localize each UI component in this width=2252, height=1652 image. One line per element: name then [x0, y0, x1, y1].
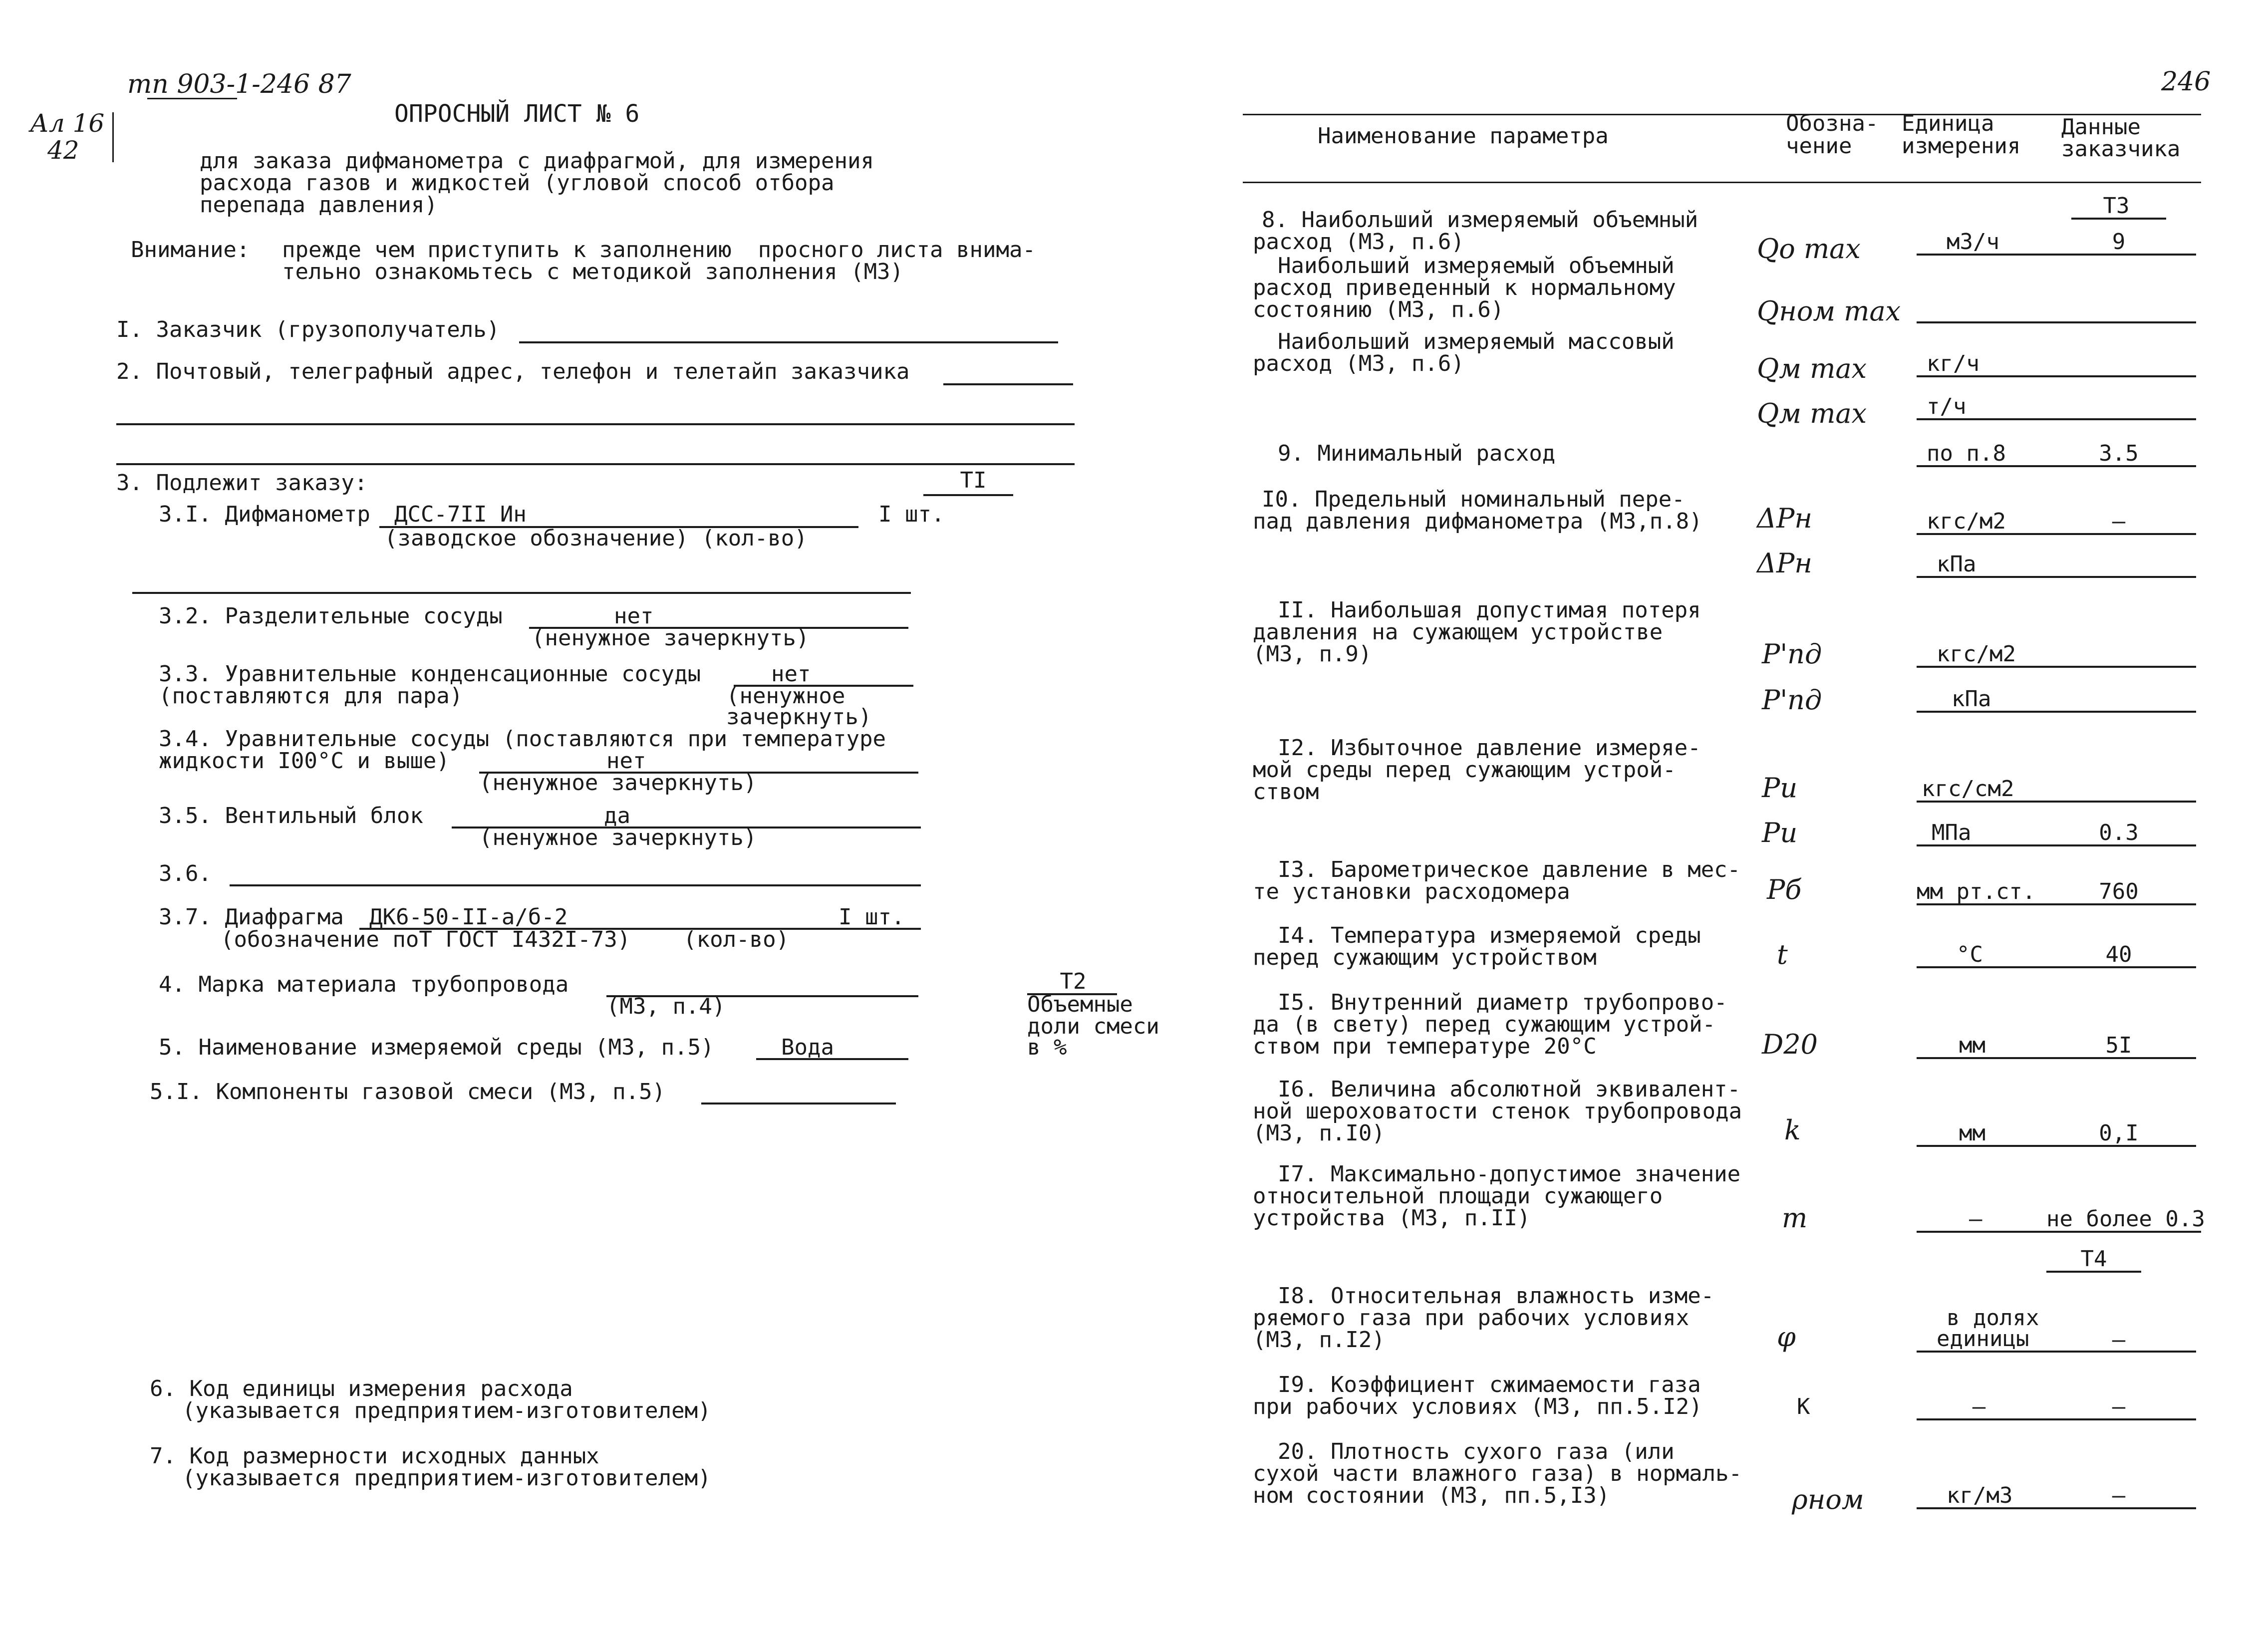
- row-18-unit-2: единицы: [1937, 1326, 2029, 1352]
- row-15-value: 5I: [2105, 1033, 2132, 1058]
- row-19-line: [1917, 1418, 2196, 1420]
- header-symbol-2: чение: [1786, 133, 1852, 159]
- row-19-symbol: K: [1797, 1394, 1810, 1419]
- row-8-unit: м3/ч: [1947, 229, 1999, 255]
- row-15-text-1: I5. Внутренний диаметр трубопрово-: [1278, 990, 1727, 1015]
- row-19-text-1: I9. Коэффициент сжимаемости газа: [1278, 1372, 1701, 1397]
- row-10-value-1: –: [2112, 509, 2126, 534]
- row-18-symbol: φ: [1777, 1321, 1796, 1353]
- row-12-line-1: [1917, 801, 2196, 803]
- page-number: 246: [2161, 67, 2211, 97]
- item-3-code: TI: [960, 468, 987, 493]
- row-17-unit: –: [1969, 1206, 1982, 1232]
- row-8c-line-1: [1917, 375, 2196, 377]
- t4-underline: [2046, 1271, 2141, 1273]
- row-18-text-1: I8. Относительная влажность изме-: [1278, 1283, 1714, 1309]
- archive-mark-2: 42: [47, 136, 79, 165]
- row-20-text-1: 20. Плотность сухого газа (или: [1278, 1439, 1675, 1464]
- row-17-symbol: m: [1782, 1202, 1808, 1234]
- row-12-symbol-2: Pи: [1762, 817, 1798, 848]
- row-13-line: [1917, 903, 2196, 905]
- row-16-value: 0,I: [2099, 1120, 2139, 1146]
- row-18-unit-1: в долях: [1947, 1305, 2039, 1331]
- row-18-text-3: (М3, п.I2): [1253, 1327, 1385, 1353]
- item-5-value: Вода: [781, 1035, 834, 1060]
- row-16-text-3: (М3, п.I0): [1253, 1120, 1385, 1146]
- row-20-symbol: ρном: [1792, 1484, 1864, 1515]
- row-15-text-2: да (в свету) перед сужающим устрой-: [1253, 1012, 1716, 1037]
- row-19-value: –: [2112, 1394, 2126, 1419]
- item-33-hint-2: зачеркнуть): [726, 704, 872, 730]
- margin-line: [112, 112, 114, 162]
- item-35-hint: (ненужное зачеркнуть): [479, 825, 757, 850]
- row-15-text-3: ством при температуре 20°С: [1253, 1034, 1597, 1059]
- item-33-hint-1: (ненужное: [726, 683, 845, 709]
- row-13-text-2: те установки расходомера: [1253, 879, 1570, 904]
- item-37-label: 3.7. Диафрагма: [159, 904, 344, 930]
- item-34-hint: (ненужное зачеркнуть): [479, 770, 757, 796]
- row-12-unit-2: МПа: [1932, 820, 1971, 845]
- row-20-unit: кг/м3: [1947, 1483, 2013, 1508]
- row-8c-text-2: расход (М3, п.6): [1253, 351, 1464, 376]
- item-6-line-2: (указывается предприятием-изготовителем): [182, 1398, 711, 1423]
- row-13-symbol: Pб: [1767, 874, 1802, 905]
- item-51-line: [701, 1102, 896, 1104]
- item-37-value: ДК6-50-II-а/б-2: [369, 904, 568, 930]
- item-4-hint: (М3, п.4): [606, 994, 726, 1019]
- row-8-symbol: Qо max: [1757, 233, 1861, 265]
- archive-mark: Ал 16: [30, 109, 105, 138]
- table-top-rule: [1243, 114, 2201, 115]
- row-11-unit-1: кгс/м2: [1937, 641, 2016, 667]
- row-15-unit: мм: [1959, 1033, 1985, 1058]
- row-8-text-2: расход (М3, п.6): [1253, 229, 1464, 255]
- item-33-line-2: (поставляются для пара): [159, 683, 463, 709]
- row-20-value: –: [2112, 1483, 2126, 1508]
- header-data-1: Данные: [2061, 114, 2141, 140]
- item-32-value: нет: [614, 603, 654, 629]
- header-name: Наименование параметра: [1318, 123, 1609, 149]
- row-17-text-1: I7. Максимально-допустимое значение: [1278, 1161, 1741, 1187]
- t3-underline: [2071, 218, 2166, 220]
- row-15-symbol: D20: [1762, 1029, 1818, 1060]
- row-12-text-3: ством: [1253, 779, 1319, 805]
- row-20-text-2: сухой части влажного газа) в нормаль-: [1253, 1461, 1742, 1486]
- row-8c-unit-1: кг/ч: [1927, 351, 1979, 376]
- row-16-unit: мм: [1959, 1120, 1985, 1146]
- item-35-value: да: [604, 803, 630, 828]
- row-8c-line-2: [1917, 418, 2196, 420]
- row-10-symbol-1: ΔPн: [1757, 503, 1812, 534]
- row-10-text-1: I0. Предельный номинальный пере-: [1262, 487, 1685, 512]
- row-17-text-2: относительной площади сужающего: [1253, 1183, 1663, 1209]
- row-8c-unit-2: т/ч: [1927, 394, 1967, 419]
- item-36-line: [230, 884, 921, 886]
- row-16-symbol: k: [1784, 1114, 1801, 1146]
- header-unit-1: Единица: [1902, 111, 1994, 136]
- row-8b-line: [1917, 321, 2196, 323]
- row-12-text-1: I2. Избыточное давление измеряе-: [1278, 735, 1701, 761]
- row-18-value: –: [2112, 1327, 2126, 1353]
- item-7-line-1: 7. Код размерности исходных данных: [150, 1443, 599, 1469]
- item-6-line-1: 6. Код единицы измерения расхода: [150, 1376, 573, 1401]
- row-10-unit-1: кгс/м2: [1927, 509, 2006, 534]
- row-8b-text-2: расход приведенный к нормальному: [1253, 275, 1676, 300]
- row-11-symbol-2: P'пд: [1762, 684, 1822, 716]
- item-51-gas-components: 5.I. Компоненты газовой смеси (М3, п.5): [150, 1079, 666, 1104]
- row-19-unit: –: [1972, 1394, 1986, 1419]
- item-31-label: 3.I. Дифманометр: [159, 502, 370, 527]
- row-8c-text-1: Наибольший измеряемый массовый: [1278, 329, 1675, 354]
- row-11-line-2: [1917, 711, 2196, 713]
- row-11-text-3: (М3, п.9): [1253, 641, 1372, 667]
- document-code: тп 903-1-246 87: [127, 69, 351, 99]
- row-20-text-3: ном состоянии (М3, пп.5,I3): [1253, 1483, 1610, 1508]
- item-2-line-2: [116, 423, 1075, 425]
- row-10-unit-2: кПа: [1937, 551, 1976, 577]
- subtitle-line-1: для заказа дифманометра с диафрагмой, для измерения: [200, 148, 874, 174]
- t2-line-2: доли смеси: [1027, 1014, 1159, 1039]
- t2-code: T2: [1060, 969, 1087, 994]
- row-13-unit: мм рт.ст.: [1917, 879, 2036, 904]
- row-12-unit-1: кгс/см2: [1922, 776, 2014, 802]
- code-underline: [147, 98, 237, 99]
- row-10-text-2: пад давления дифманометра (М3,п.8): [1253, 509, 1702, 534]
- item-2-address: 2. Почтовый, телеграфный адрес, телефон и телетайп заказчика: [116, 359, 910, 384]
- item-34-value: нет: [606, 748, 646, 774]
- row-14-text-1: I4. Температура измеряемой среды: [1278, 923, 1701, 948]
- item-37-hint: (обозначение поТ ГОСТ I432I-73) (кол-во): [221, 927, 790, 952]
- header-unit-2: измерения: [1902, 133, 2021, 159]
- item-32-label: 3.2. Разделительные сосуды: [159, 603, 503, 629]
- item-37-qty: I шт.: [839, 904, 905, 930]
- row-9-text: 9. Минимальный расход: [1278, 441, 1556, 466]
- item-31-extra-line: [132, 592, 911, 594]
- row-11-text-1: II. Наибольшая допустимая потеря: [1278, 597, 1701, 623]
- row-18-line: [1917, 1351, 2196, 1353]
- item-31-qty: I шт.: [878, 502, 945, 527]
- item-32-hint: (ненужное зачеркнуть): [532, 625, 810, 651]
- page-title: ОПРОСНЫЙ ЛИСТ № 6: [394, 100, 640, 128]
- row-9-value: 3.5: [2099, 441, 2139, 466]
- row-19-text-2: при рабочих условиях (М3, пп.5.I2): [1253, 1394, 1702, 1419]
- row-17-value: не более 0.3: [2046, 1206, 2205, 1232]
- item-31-value: ДСС-7II Ин: [394, 502, 527, 527]
- row-11-unit-2: кПа: [1952, 686, 1991, 712]
- header-data-2: заказчика: [2061, 136, 2181, 162]
- item-3-code-line: [923, 494, 1013, 496]
- table-header-rule: [1243, 182, 2201, 183]
- row-10-line-2: [1917, 576, 2196, 578]
- row-14-unit: °С: [1957, 942, 1983, 967]
- item-1-customer: I. Заказчик (грузополучатель): [116, 317, 500, 342]
- row-14-value: 40: [2105, 942, 2132, 967]
- row-11-text-2: давления на сужающем устройстве: [1253, 619, 1663, 645]
- subtitle-line-3: перепада давления): [200, 192, 438, 218]
- row-12-text-2: мой среды перед сужающим устрой-: [1253, 757, 1676, 783]
- row-8c-symbol-1: Qм max: [1757, 353, 1867, 384]
- row-14-text-2: перед сужающим устройством: [1253, 945, 1597, 970]
- item-5-line: [756, 1058, 908, 1060]
- item-4-material: 4. Марка материала трубопровода: [159, 972, 569, 997]
- t3-code: T3: [2103, 193, 2130, 219]
- row-17-line: [1917, 1231, 2201, 1233]
- row-12-symbol-1: Pи: [1762, 772, 1798, 804]
- item-34-line-2: жидкости I00°С и выше): [159, 748, 450, 774]
- row-12-line-2: [1917, 844, 2196, 846]
- row-8-value: 9: [2112, 229, 2126, 255]
- row-8b-text-1: Наибольший измеряемый объемный: [1278, 253, 1675, 278]
- row-8b-symbol: Qном max: [1757, 295, 1901, 327]
- row-9-unit: по п.8: [1927, 441, 2006, 466]
- row-16-text-2: ной шероховатости стенок трубопровода: [1253, 1099, 1742, 1124]
- row-10-line-1: [1917, 533, 2196, 535]
- item-7-line-2: (указывается предприятием-изготовителем): [182, 1465, 711, 1491]
- row-16-text-1: I6. Величина абсолютной эквивалент-: [1278, 1077, 1741, 1102]
- row-8b-text-3: состоянию (М3, п.6): [1253, 297, 1504, 322]
- row-10-symbol-2: ΔPн: [1757, 548, 1812, 579]
- attention-line-1: прежде чем приступить к заполнению просного листа внима-: [282, 237, 1036, 263]
- item-36-label: 3.6.: [159, 861, 212, 886]
- row-13-text-1: I3. Барометрическое давление в мес-: [1278, 857, 1741, 882]
- row-16-line: [1917, 1145, 2196, 1147]
- row-8-text-1: 8. Наибольший измеряемый объемный: [1262, 207, 1698, 233]
- attention-line-2: тельно ознакомьтесь с методикой заполнения (М3): [282, 259, 904, 284]
- subtitle-line-2: расхода газов и жидкостей (угловой способ отбора: [200, 170, 835, 196]
- item-2-line: [943, 383, 1073, 385]
- row-20-line: [1917, 1507, 2196, 1509]
- t2-line-3: в %: [1027, 1035, 1067, 1060]
- row-18-text-2: ряемого газа при рабочих условиях: [1253, 1305, 1689, 1331]
- t2-line-1: Объемные: [1027, 992, 1133, 1017]
- row-11-line-1: [1917, 666, 2196, 668]
- row-11-symbol-1: P'пд: [1762, 638, 1822, 670]
- row-12-value-2: 0.3: [2099, 820, 2139, 845]
- item-31-hint: (заводское обозначение) (кол-во): [384, 526, 808, 551]
- row-14-line: [1917, 966, 2196, 968]
- row-17-text-3: устройства (М3, п.II): [1253, 1205, 1531, 1231]
- item-2-line-3: [116, 463, 1075, 465]
- item-1-line: [519, 341, 1058, 343]
- item-5-medium: 5. Наименование измеряемой среды (М3, п.5): [159, 1035, 714, 1060]
- header-symbol-1: Обозна-: [1786, 111, 1879, 136]
- item-33-line-1: 3.3. Уравнительные конденсационные сосуды: [159, 661, 701, 687]
- row-8c-symbol-2: Qм max: [1757, 398, 1867, 429]
- attention-label: Внимание:: [131, 237, 250, 263]
- row-15-line: [1917, 1057, 2196, 1059]
- item-35-label: 3.5. Вентильный блок: [159, 803, 423, 828]
- row-13-value: 760: [2099, 879, 2139, 904]
- row-9-line: [1917, 465, 2196, 467]
- item-33-value: нет: [771, 661, 811, 687]
- row-14-symbol: t: [1777, 939, 1788, 970]
- row-8-line: [1917, 254, 2196, 256]
- item-3-order: 3. Подлежит заказу:: [116, 470, 368, 496]
- item-34-line-1: 3.4. Уравнительные сосуды (поставляются при температуре: [159, 726, 886, 752]
- t4-code: T4: [2080, 1246, 2107, 1272]
